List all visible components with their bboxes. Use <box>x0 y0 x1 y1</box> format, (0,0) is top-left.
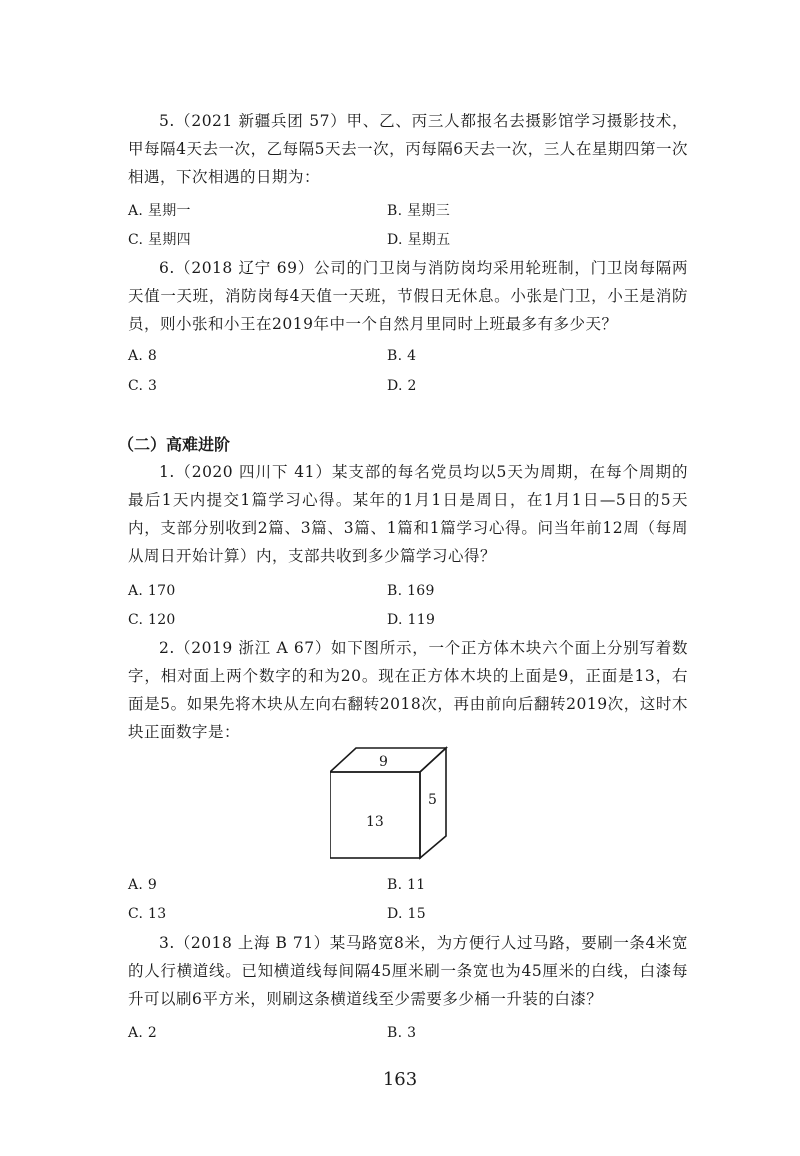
h2-option-c: C. 13 <box>128 906 167 922</box>
q6-option-d: D. 2 <box>387 378 417 394</box>
h2-option-a: A. 9 <box>128 877 158 893</box>
q5-option-a: A. 星期一 <box>128 203 191 219</box>
question-5-text: 5.（2021 新疆兵团 57）甲、乙、丙三人都报名去摄影馆学习摄影技术，甲每隔4天去一次，乙每隔5天去一次，丙每隔6天去一次，三人在星期四第一次相遇，下次相遇的日期为： <box>128 112 688 186</box>
h1-option-c: C. 120 <box>128 612 176 628</box>
cube-front-number: 13 <box>366 814 384 830</box>
h3-option-a: A. 2 <box>128 1025 158 1041</box>
cube-diagram <box>330 746 450 860</box>
q5-option-c: C. 星期四 <box>128 232 191 248</box>
h1-option-d: D. 119 <box>387 612 436 628</box>
cube-figure <box>330 746 450 864</box>
h3-option-b: B. 3 <box>387 1025 417 1041</box>
cube-right-number: 5 <box>428 792 437 808</box>
q6-option-b: B. 4 <box>387 348 417 364</box>
h1-option-b: B. 169 <box>387 583 435 599</box>
hard-question-1-text: 1.（2020 四川下 41）某支部的每名党员均以5天为周期，在每个周期的最后1天内提交1篇学习心得。某年的1月1日是周日，在1月1日—5日的5天内，支部分别收到2篇、3篇、3篇、1篇和1篇学习心得。问当年前12周（每周从周日开始计算）内，支部共收到多少篇学习心得？ <box>128 463 688 565</box>
page-number: 163 <box>382 1069 418 1090</box>
cube-top-number: 9 <box>379 754 388 770</box>
h1-option-a: A. 170 <box>128 583 176 599</box>
section-heading: （二）高难进阶 <box>118 435 231 454</box>
q6-option-a: A. 8 <box>128 348 158 364</box>
h2-option-d: D. 15 <box>387 906 426 922</box>
hard-question-2-text: 2.（2019 浙江 A 67）如下图所示，一个正方体木块六个面上分别写着数字，相对面上两个数字的和为20。现在正方体木块的上面是9，正面是13，右面是5。如果先将木块从左向右翻转2018次，再由前向后翻转2019次，这时木块正面数字是： <box>128 639 688 741</box>
cube-top-face <box>330 748 446 772</box>
q5-option-d: D. 星期五 <box>387 232 451 248</box>
hard-question-3-text: 3.（2018 上海 B 71）某马路宽8米，为方便行人过马路，要刷一条4米宽的人行横道线。已知横道线每间隔45厘米刷一条宽也为45厘米的白线，白漆每升可以刷6平方米，则刷这条横道线至少需要多少桶一升装的白漆？ <box>128 934 688 1008</box>
h2-option-b: B. 11 <box>387 877 426 893</box>
q5-option-b: B. 星期三 <box>387 203 450 219</box>
question-6-text: 6.（2018 辽宁 69）公司的门卫岗与消防岗均采用轮班制，门卫岗每隔两天值一天班，消防岗每4天值一天班，节假日无休息。小张是门卫，小王是消防员，则小张和小王在2019年中一个自然月里同时上班最多有多少天？ <box>128 259 688 333</box>
q6-option-c: C. 3 <box>128 378 158 394</box>
